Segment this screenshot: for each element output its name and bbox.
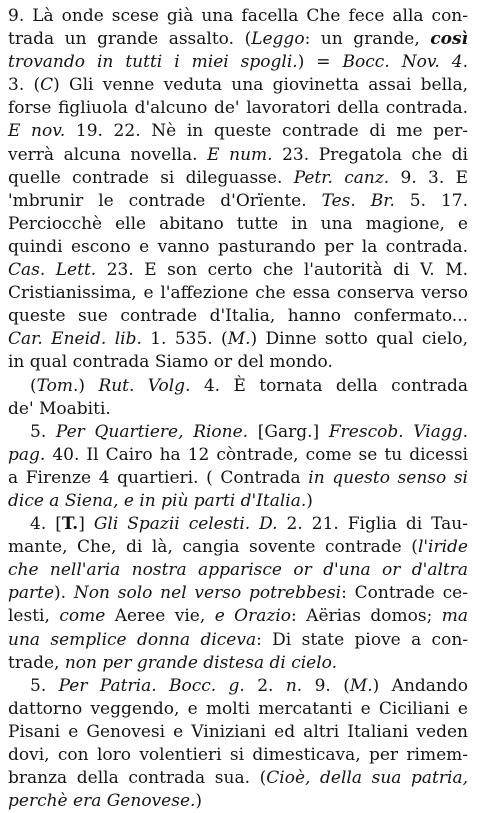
text-segment: M. [349,675,373,696]
text-line [8,536,468,559]
text-segment: 3. ( [8,75,41,96]
text-segment: dattorno veggendo, e molti mercatanti e Ciciliani e [8,698,468,719]
text-line [8,675,468,698]
text-segment: verrà alcuna novella. [8,144,208,165]
text-segment: in qual contrada Siamo or del mondo. [8,352,333,373]
text-line [8,652,468,675]
text-line [8,444,468,467]
text-segment: 2. 21. Figlia di Tau- [277,514,468,535]
text-line [8,698,468,721]
text-line [8,190,468,213]
text-segment: [Garg.] [248,421,329,442]
text-segment: ( [30,375,37,396]
text-segment: Car. Eneid. lib. [8,329,142,350]
text-segment: ) = [297,52,343,73]
text-segment: a Firenze 4 quartieri. ( Contrada [8,467,309,488]
text-line [8,721,468,744]
text-segment: l'iride [417,537,468,558]
text-line [8,5,468,28]
text-segment: che nell'aria nostra apparisce or d'una or d'altra [8,560,468,581]
text-segment: Tes. Br. [321,190,395,211]
text-line [8,467,468,490]
text-segment: ) [195,791,203,812]
text-segment: ] [78,514,94,535]
text-line [8,236,468,259]
text-segment: perchè era Genovese. [8,791,196,812]
text-line [8,282,468,305]
text-segment: Aeree vie, [105,606,215,627]
text-segment: trade, [8,652,65,673]
text-line [8,421,468,444]
text-segment: 9. ( [302,675,350,696]
text-segment: Cristianissima, e l'affezione che essa conserva verso [8,283,468,304]
text-segment: 9. 3. E [389,167,468,188]
text-segment: 4. È tornata della contrada [190,375,468,396]
text-segment: Bocc. Nov. 4. [342,52,469,73]
text-segment: 5. [30,421,56,442]
text-segment: 23. Pregatola che di [272,144,468,165]
text-segment: ) Gli venne veduta una giovinetta assai bella, [53,75,468,96]
text-segment: parte [8,583,55,604]
text-segment: 40. Il Cairo ha 12 còntrade, come se tu dicessi [45,444,468,465]
text-segment: forse figliuola d'alcuno de' lavoratori della contrada. [8,98,468,119]
text-segment: una semplice donna diceva [8,629,257,650]
text-line [8,144,468,167]
text-line [8,259,468,282]
text-line [8,398,468,421]
text-segment: quindi escono e vanno pasturando per la contrada. [8,236,468,257]
text-segment: mante, Che, di là, cangia sovente contrade ( [8,537,418,558]
text-line [8,375,468,398]
text-line [8,767,468,790]
text-segment: T. [61,514,79,535]
text-segment: ) Andando [372,675,468,696]
text-line [8,167,468,190]
text-segment: 23. E son certo che l'autorità di V. M. [96,260,469,281]
text-segment: C [40,75,54,96]
text-segment: in questo senso si [308,467,468,488]
text-segment: non per grande distesa di cielo. [64,652,338,673]
text-line [8,328,468,351]
text-segment: Leggo [251,29,305,50]
text-segment: M. [227,329,251,350]
text-line [8,120,468,143]
text-segment: : Aërias domos; [291,606,442,627]
text-segment: 5. 17. [394,190,468,211]
text-line [8,582,468,605]
text-segment: ). [54,583,74,604]
text-segment: Tom. [36,375,79,396]
text-segment: : un grande, [304,29,431,50]
text-segment: E num. [207,144,273,165]
text-segment: n. [285,675,303,696]
text-segment: lesti, [8,606,60,627]
text-segment: Perciocchè elle abitano tutte in una magione, e [8,213,468,234]
text-segment: 19. 22. Nè in queste contrade di me per- [65,121,468,142]
text-segment: de' Moabiti. [8,398,111,419]
text-segment: come [59,606,106,627]
text-segment: dice a Siena, e in più parti d'Italia. [8,490,307,511]
text-segment: trovando in tutti i miei spogli. [8,52,298,73]
dictionary-entry-text [8,5,468,813]
text-segment: quelle contrade si dileguasse. [8,167,294,188]
text-segment: Non solo nel verso potrebbesi [73,583,342,604]
text-line [8,97,468,120]
text-segment: così [430,29,468,50]
text-line [8,51,468,74]
text-segment: trada un grande assalto. ( [8,29,252,50]
text-segment: E nov. [8,121,66,142]
text-line [8,28,468,51]
text-line [8,744,468,767]
text-segment: dovi, con loro volentieri si dimesticava, per rimem- [8,745,468,765]
text-line [8,213,468,236]
text-segment: branza della contrada sua. ( [8,768,267,789]
text-line [8,559,468,582]
text-line [8,790,468,813]
text-segment: Rut. Volg. [98,375,191,396]
text-segment: pag. [8,444,46,465]
text-segment: ) Dinne sotto qual cielo, [250,329,468,350]
text-segment: : Di state piove a con- [256,629,469,650]
text-segment: Cioè, della sua patria, [266,768,468,789]
text-segment: 'mbrunir le contrade d'Orïente. [8,190,322,211]
text-segment: Per Quartiere, Rione. [55,421,249,442]
text-line [8,74,468,97]
text-segment: 4. [ [30,514,62,535]
text-segment: : Contrade ce- [341,583,468,604]
text-segment: Gli Spazii celesti. D. [93,514,278,535]
text-segment: ) [306,490,313,511]
text-line [8,513,468,536]
text-segment: 5. [30,675,59,696]
text-segment: Petr. canz. [293,167,390,188]
text-segment: ) [78,375,99,396]
text-segment: ma [441,606,468,627]
text-line [8,351,468,374]
text-line [8,629,468,652]
text-line [8,305,468,328]
text-segment: e Orazio [214,606,292,627]
text-segment: 1. 535. ( [141,329,228,350]
text-segment: Frescob. Viagg. [328,421,469,442]
text-segment: Per Patria. Bocc. g. [58,675,245,696]
text-segment: Pisani e Genovesi e Viniziani ed altri Italiani veden [8,721,468,742]
text-segment: 2. [244,675,286,696]
text-line [8,605,468,628]
text-segment: Cas. Lett. [8,260,97,281]
text-segment: 9. Là onde scese già una facella Che fece alla con- [8,6,468,26]
text-line [8,490,468,513]
text-segment: queste sue contrade d'Italia, hanno confermato... [8,306,468,327]
